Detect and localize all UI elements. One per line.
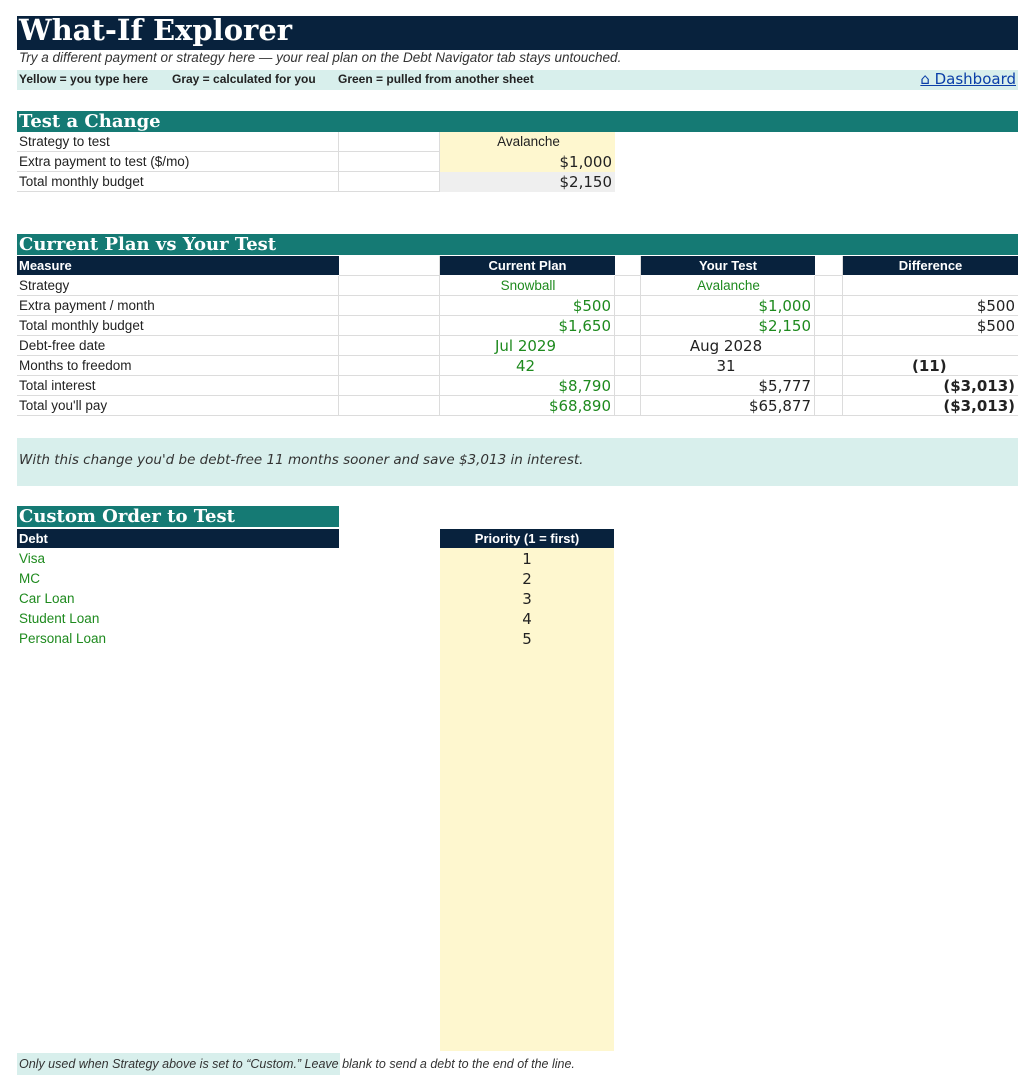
priority-input[interactable]: 2: [522, 570, 532, 588]
spacer-cell: [815, 356, 843, 376]
test-row-extra: [17, 152, 615, 172]
measure-label: Extra payment / month: [17, 296, 339, 316]
priority-input[interactable]: 5: [522, 630, 532, 648]
spacer-cell: [815, 316, 843, 336]
your-test-value: $5,777: [641, 376, 815, 396]
col-header-difference: Difference: [843, 256, 1018, 275]
debt-name: Car Loan: [19, 591, 75, 606]
comparison-header: [17, 234, 1018, 255]
debt-name: Visa: [19, 551, 46, 566]
comparison-row: [17, 276, 1018, 296]
spacer-cell: [615, 316, 641, 336]
test-change-header: [17, 111, 1018, 132]
spacer-cell: [339, 356, 440, 376]
comparison-table: [17, 256, 1018, 418]
spacer-cell: [339, 376, 440, 396]
test-row-label: Strategy to test: [17, 132, 339, 152]
legend-gray: Gray = calculated for you: [172, 72, 316, 86]
your-test-value: Avalanche: [641, 276, 815, 296]
difference-value: (11): [912, 357, 947, 375]
difference-value: $500: [976, 297, 1015, 315]
spacer-cell: [339, 296, 440, 316]
your-test-value: $2,150: [641, 316, 815, 336]
spacer-cell: [815, 376, 843, 396]
comparison-row: [17, 296, 1018, 316]
spacer-cell: [339, 316, 440, 336]
measure-label: Total you'll pay: [17, 396, 339, 416]
measure-label: Debt-free date: [17, 336, 339, 356]
spacer-cell: [615, 376, 641, 396]
debt-name: MC: [19, 571, 40, 586]
difference-value: [843, 276, 1018, 296]
legend-yellow: Yellow = you type here: [19, 72, 149, 86]
custom-order-header: [17, 506, 339, 527]
your-test-value: $65,877: [641, 396, 815, 416]
col-header-test: Your Test: [641, 256, 815, 275]
test-row-budget: [17, 172, 615, 192]
difference-value: $500: [976, 317, 1015, 335]
test-row-strategy: [17, 132, 615, 152]
spacer-cell: [339, 256, 440, 276]
comparison-row: [17, 376, 1018, 396]
custom-order-footnote: Only used when Strategy above is set to “Custom.” Leave blank to send a debt to the end of the line.: [17, 1053, 340, 1075]
dashboard-link[interactable]: ⌂ Dashboard: [920, 70, 1016, 88]
col-header-priority: Priority (1 = first): [440, 529, 614, 548]
measure-label: Strategy: [17, 276, 339, 296]
spacer-cell: [339, 152, 440, 172]
measure-label: Total monthly budget: [17, 316, 339, 336]
spacer-cell: [815, 396, 843, 416]
col-header-debt: Debt: [17, 529, 339, 548]
comparison-row: [17, 316, 1018, 336]
total-budget-calc: $2,150: [440, 172, 615, 192]
summary-text: With this change you'd be debt-free 11 months sooner and save $3,013 in interest.: [19, 452, 584, 468]
spacer-cell: [815, 296, 843, 316]
legend-green: Green = pulled from another sheet: [338, 72, 534, 86]
current-plan-value: $1,650: [440, 316, 615, 336]
spacer-cell: [615, 356, 641, 376]
comparison-row: [17, 356, 1018, 376]
spacer-cell: [815, 336, 843, 356]
your-test-value: Aug 2028: [641, 336, 815, 356]
extra-payment-input[interactable]: $1,000: [440, 152, 615, 172]
spacer-cell: [615, 336, 641, 356]
test-row-label: Total monthly budget: [17, 172, 339, 192]
col-header-current: Current Plan: [440, 256, 615, 275]
comparison-row: [17, 396, 1018, 416]
current-plan-value: $68,890: [440, 396, 615, 416]
test-row-label: Extra payment to test ($/mo): [17, 152, 339, 172]
your-test-value: $1,000: [641, 296, 815, 316]
spacer-cell: [615, 296, 641, 316]
spacer-cell: [615, 256, 641, 276]
spacer-cell: [815, 276, 843, 296]
spacer-cell: [339, 172, 440, 192]
current-plan-value: $500: [440, 296, 615, 316]
spacer-cell: [339, 132, 440, 152]
page-subtitle: Try a different payment or strategy here — your real plan on the Debt Navigator tab stays untouched.: [19, 50, 622, 65]
debt-name: Student Loan: [19, 611, 100, 626]
spacer-cell: [615, 396, 641, 416]
priority-input[interactable]: 1: [522, 550, 532, 568]
measure-label: Total interest: [17, 376, 339, 396]
comparison-title: Current Plan vs Your Test: [19, 234, 277, 255]
spacer-cell: [339, 276, 440, 296]
test-change-table: [17, 132, 615, 194]
comparison-row: [17, 336, 1018, 356]
current-plan-value: 42: [440, 356, 615, 376]
priority-input[interactable]: 3: [522, 590, 532, 608]
page-title: What-If Explorer: [19, 13, 293, 47]
measure-label: Months to freedom: [17, 356, 339, 376]
spacer-cell: [615, 276, 641, 296]
col-header-measure: Measure: [17, 256, 339, 275]
spacer-cell: [339, 336, 440, 356]
current-plan-value: Snowball: [440, 276, 615, 296]
priority-input[interactable]: 4: [522, 610, 532, 628]
difference-value: [843, 336, 1018, 356]
your-test-value: 31: [641, 356, 815, 376]
spacer-cell: [339, 396, 440, 416]
strategy-to-test-input[interactable]: Avalanche: [440, 132, 615, 152]
custom-order-title: Custom Order to Test: [19, 506, 235, 527]
difference-value: ($3,013): [943, 397, 1015, 415]
difference-value: ($3,013): [943, 377, 1015, 395]
current-plan-value: $8,790: [440, 376, 615, 396]
current-plan-value: Jul 2029: [440, 336, 615, 356]
spacer-cell: [815, 256, 843, 276]
debt-name: Personal Loan: [19, 631, 107, 646]
test-change-title: Test a Change: [19, 111, 161, 132]
